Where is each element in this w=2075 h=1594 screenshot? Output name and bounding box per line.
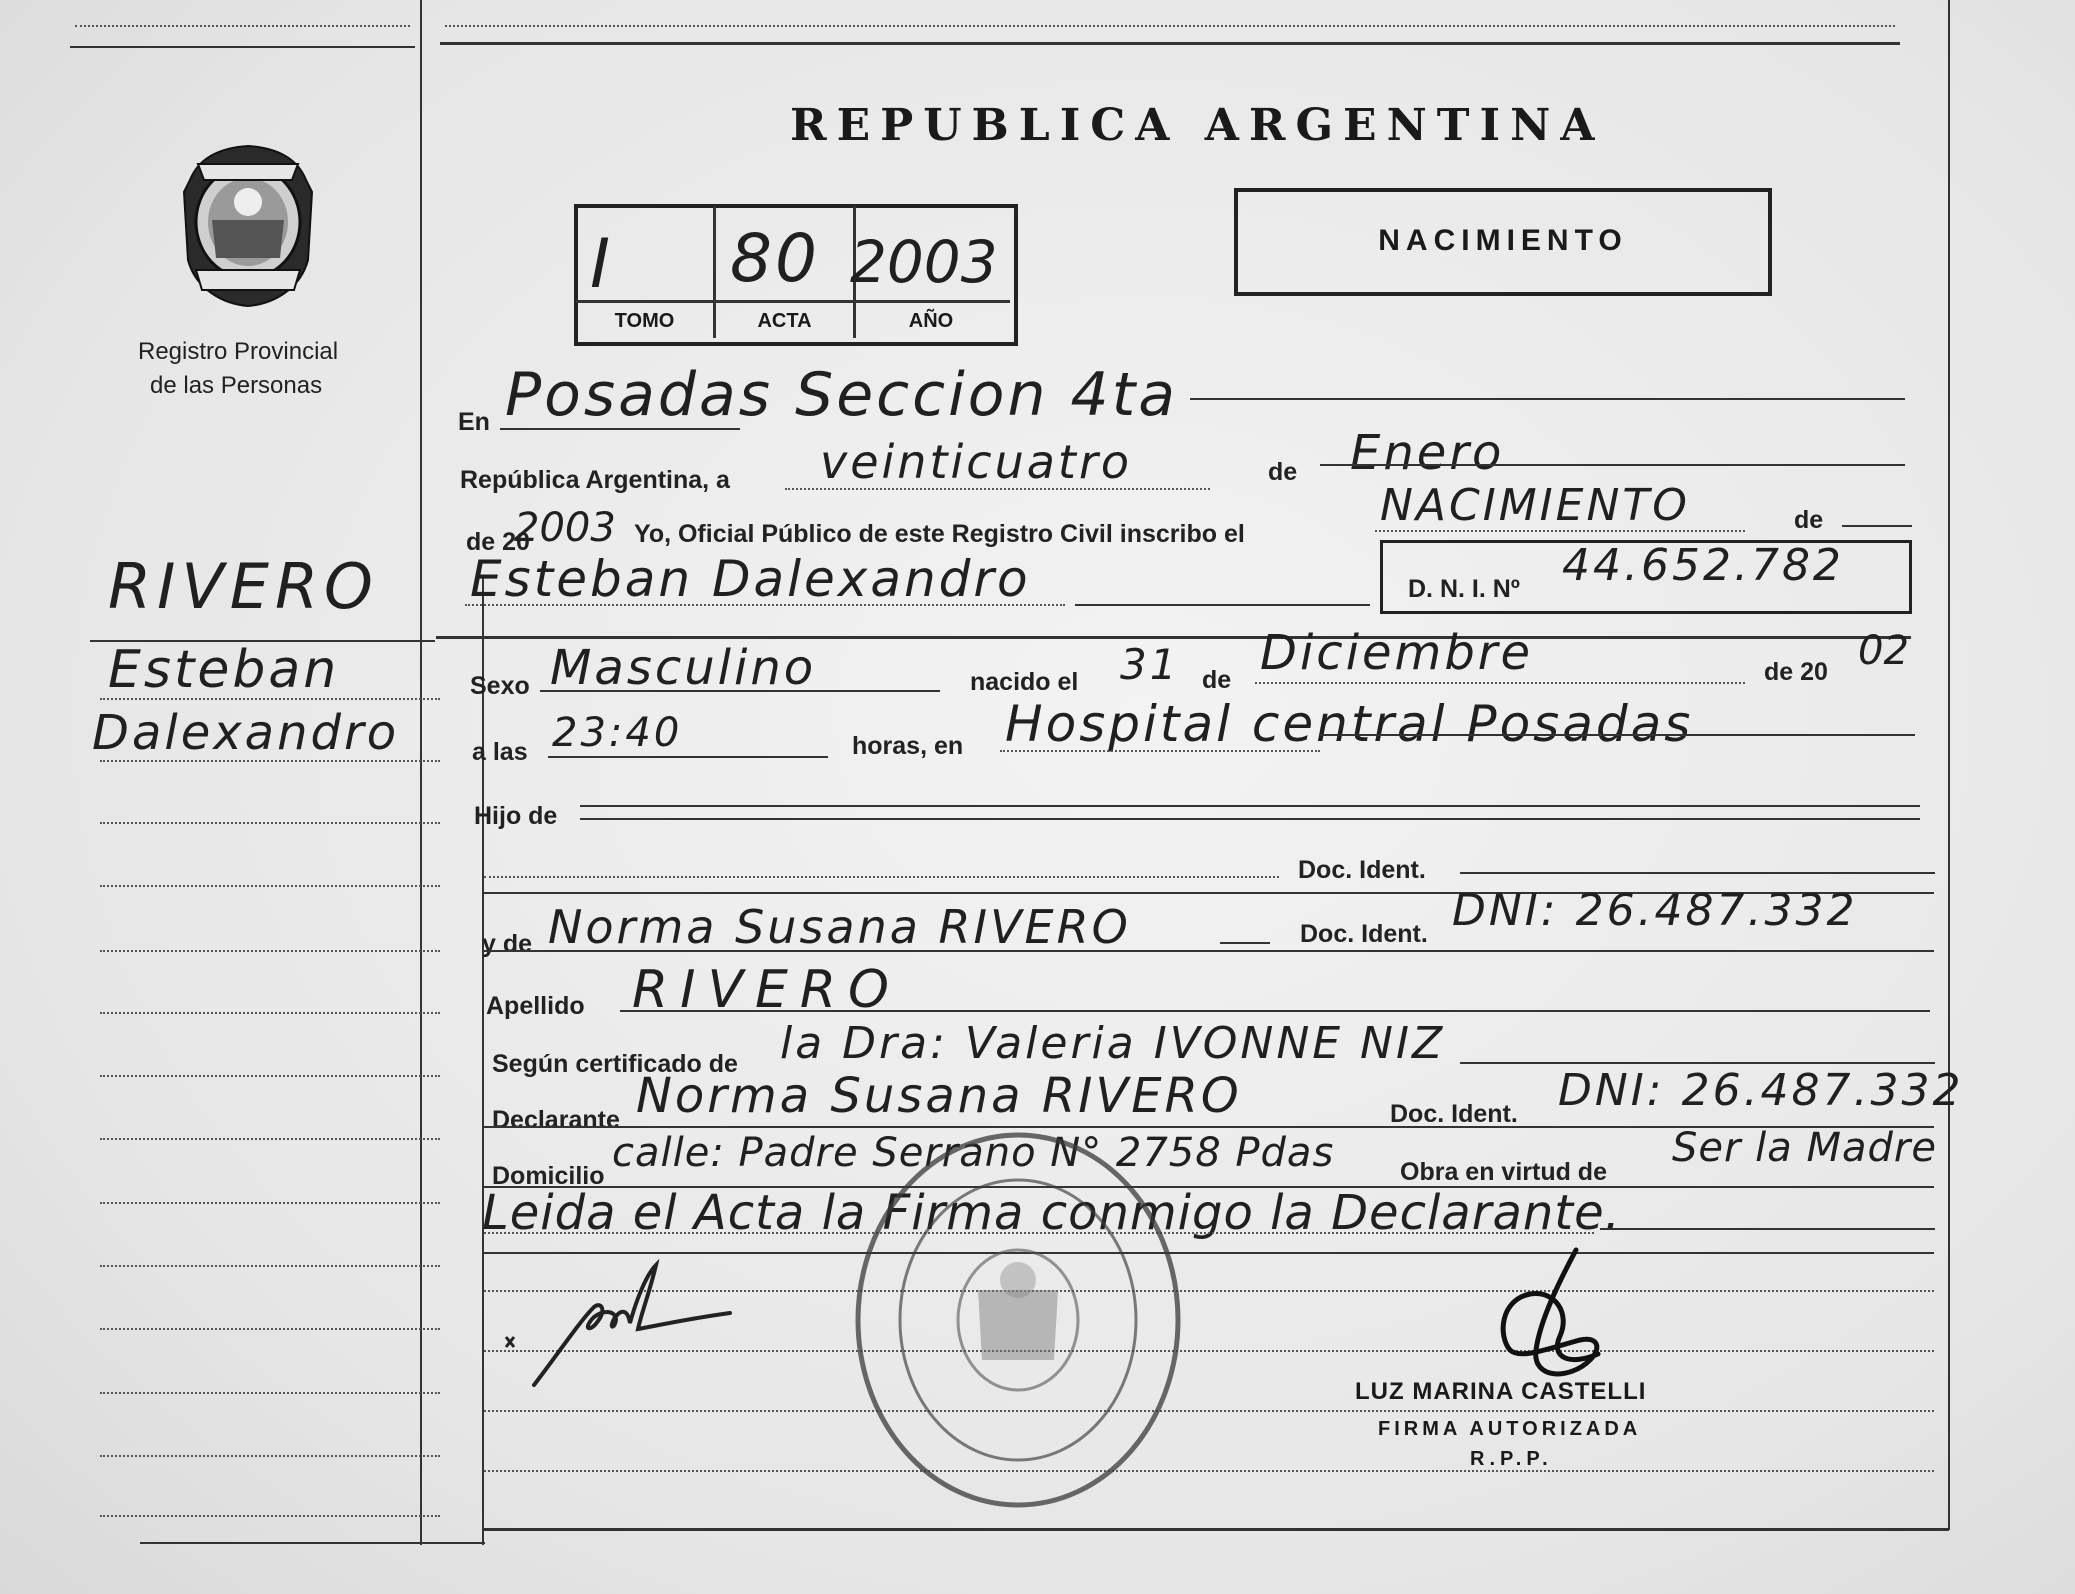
dotted-rule [100,1012,440,1014]
form-right-border [1948,0,1950,1530]
margin-given-1: Esteban [108,640,340,700]
ano-value: 2003 [850,228,998,296]
value-lugar: Posadas Seccion 4ta [505,360,1179,430]
underline [1190,398,1905,400]
dotted-rule [100,822,440,824]
dotted-rule [100,698,440,700]
label-de20: de 20 [466,528,530,556]
label-docident-2: Doc. Ident. [1300,920,1428,948]
dotted-rule [100,885,440,887]
box-divider [576,300,1010,303]
top-rule [440,42,1900,45]
underline [1460,1062,1935,1064]
value-domicilio: calle: Padre Serrano N° 2758 Pdas [612,1130,1335,1176]
dotted-rule [100,1455,440,1457]
label-declarante: Declarante [492,1106,620,1134]
underline [484,950,1934,952]
dotted-rule [100,950,440,952]
value-madre-doc: DNI: 26.487.332 [1452,885,1858,936]
dotted-rule [100,1328,440,1330]
type-label: NACIMIENTO [1378,224,1628,257]
margin-given-2: Dalexandro [92,705,400,761]
document-title: REPUBLICA ARGENTINA [790,100,1605,151]
value-sexo: Masculino [550,640,817,696]
dotted-rule [465,604,1065,606]
dotted-rule [484,1410,1934,1412]
dotted-rule [100,1515,440,1517]
underline [1600,1228,1935,1230]
signer-name: LUZ MARINA CASTELLI [1355,1378,1647,1405]
dotted-rule [1255,682,1745,684]
label-segun: Según certificado de [492,1050,738,1078]
tomo-value: I [590,225,614,304]
label-sexo: Sexo [470,672,530,700]
label-yde: y de [482,930,533,958]
value-hora: 23:40 [552,710,683,756]
left-column-divider [420,0,422,1545]
underline [1075,604,1370,606]
dotted-rule [1000,750,1320,752]
underline [1460,872,1935,874]
label-de20-2: de 20 [1764,658,1828,686]
label-apellido: Apellido [486,992,585,1020]
official-stamp-icon [848,1120,1188,1520]
underline [500,428,740,430]
label-en: En [458,408,490,436]
value-lugar-nac: Hospital central Posadas [1005,695,1694,753]
dotted-rule [100,1392,440,1394]
value-anio: 2003 [514,505,616,551]
value-nac-anio: 02 [1858,628,1909,674]
value-nac-mes: Diciembre [1260,625,1534,681]
label-de-4: de [1202,666,1232,694]
label-nacido: nacido el [970,668,1079,696]
underline [580,818,1920,820]
label-de: de [1268,458,1298,486]
dotted-rule [100,1202,440,1204]
acta-label: ACTA [757,310,812,332]
value-leida: Leida el Acta la Firma conmigo la Declarante. [482,1185,1621,1241]
label-dni: D. N. I. Nº [1408,575,1520,603]
value-dni: 44.652.782 [1562,540,1844,591]
authorized-signature-icon [1440,1240,1640,1400]
label-hijo: Hijo de [474,802,558,830]
dotted-rule [445,25,1895,27]
underline [1220,942,1270,944]
ano-label: AÑO [908,310,954,332]
value-certificado: la Dra: Valeria IVONNE NIZ [780,1018,1446,1069]
declarant-signature-icon [490,1255,770,1395]
label-de-3: de [1794,506,1824,534]
value-apellido: RIVERO [632,960,901,1020]
label-alas: a las [472,738,528,766]
underline [620,1010,1930,1012]
dotted-rule [484,1470,1934,1472]
value-declarante: Norma Susana RIVERO [636,1068,1242,1124]
dotted-rule [100,760,440,762]
underline [484,1252,1934,1254]
label-obra: Obra en virtud de [1400,1158,1607,1186]
underline [540,690,940,692]
registry-label: Registro Provincial [138,338,339,365]
signer-org: R.P.P. [1470,1448,1553,1470]
label-docident-3: Doc. Ident. [1390,1100,1518,1128]
section-rule [436,636,1911,639]
label-docident: Doc. Ident. [1298,856,1426,884]
signer-title: FIRMA AUTORIZADA [1378,1418,1642,1440]
value-nac-dia: 31 [1120,640,1180,689]
dotted-rule [100,1138,440,1140]
underline [548,756,828,758]
dotted-rule [484,876,1279,878]
label-republica: República Argentina, a [460,466,730,494]
bottom-rule [484,1528,1949,1531]
tomo-label: TOMO [614,310,675,332]
value-nombre: Esteban Dalexandro [470,550,1031,608]
dotted-rule [100,1075,440,1077]
form-left-border [482,575,484,1545]
dotted-rule [1375,530,1745,532]
value-dia: veinticuatro [820,435,1132,489]
margin-surname: RIVERO [108,550,379,623]
dotted-rule [75,25,410,27]
value-declarante-doc: DNI: 26.487.332 [1558,1065,1964,1116]
underline [1842,525,1912,527]
underline [1320,464,1905,466]
registry-label-2: de las Personas [150,372,323,399]
province-seal-icon [176,140,320,310]
underline [580,805,1920,807]
bottom-rule-left [140,1542,485,1544]
value-obra: Ser la Madre [1672,1125,1937,1171]
dotted-rule [100,1265,440,1267]
label-domicilio: Domicilio [492,1162,605,1190]
value-mes: Enero [1350,425,1505,481]
label-horas: horas, en [852,732,964,760]
label-yo: Yo, Oficial Público de este Registro Civil inscribo el [634,520,1245,548]
value-madre: Norma Susana RIVERO [548,900,1131,954]
underline [1320,734,1915,736]
acta-value: 80 [730,220,820,297]
top-rule-left [70,46,415,48]
value-acto: NACIMIENTO [1380,480,1690,531]
